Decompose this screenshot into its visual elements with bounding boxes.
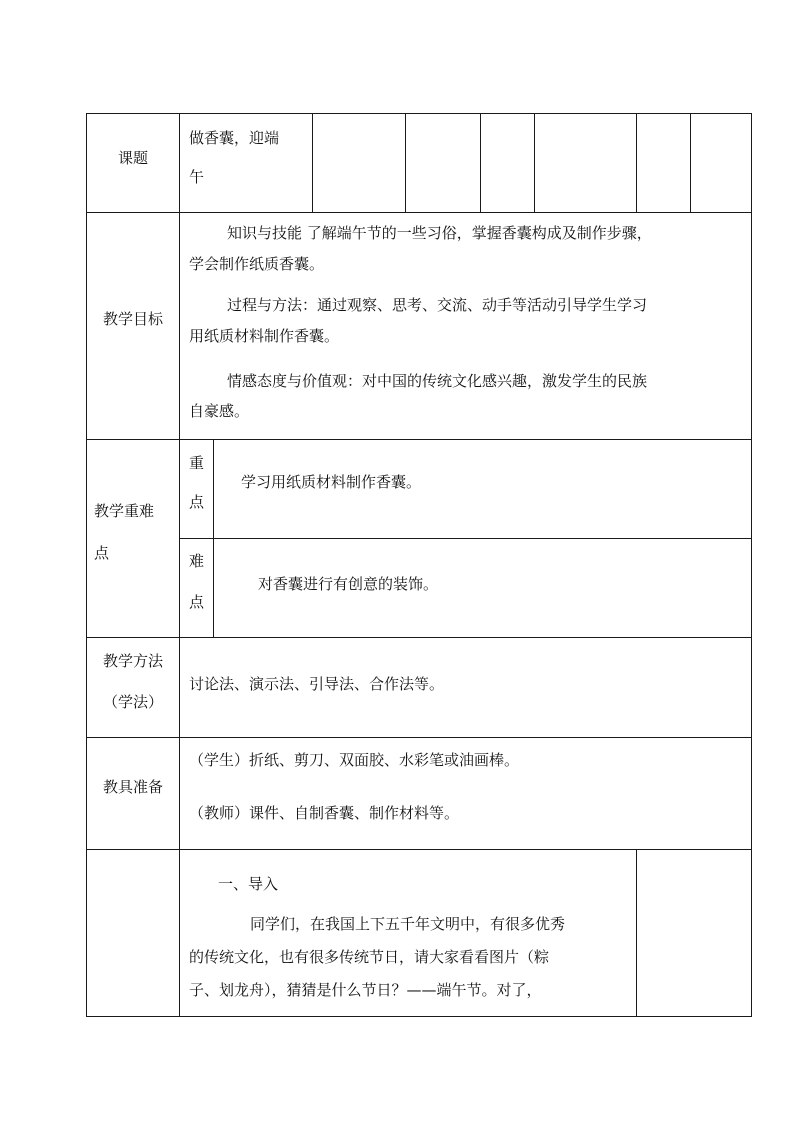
methods-text: 讨论法、演示法、引导法、合作法等。	[189, 675, 445, 693]
objective-emotion: 情感态度与价值观：对中国的传统文化感兴趣，激发学生的民族	[227, 372, 648, 390]
objective-emotion-cont: 自豪感。	[189, 402, 250, 420]
border-header-2	[405, 113, 406, 213]
materials-label: 教具准备	[102, 778, 163, 796]
process-paragraph-cont-2: 子、划龙舟），猜猜是什么节日？——端午节。对了，	[189, 981, 542, 999]
objective-knowledge-cont: 学会制作纸质香囊。	[189, 255, 325, 273]
border-top	[86, 113, 752, 114]
border-row-5	[86, 849, 752, 850]
difficult-point-marker: 难	[189, 552, 205, 570]
border-key-inner	[213, 439, 214, 638]
materials-student: （学生）折纸、剪刀、双面胶、水彩笔或油画棒。	[189, 751, 520, 769]
methods-label-cont: （学法）	[102, 693, 163, 711]
difficult-point-marker-cont: 点	[189, 593, 205, 611]
objective-process-cont: 用纸质材料制作香囊。	[189, 327, 340, 345]
key-points-label-cont: 点	[94, 544, 110, 562]
border-key-split	[180, 538, 752, 539]
objectives-label: 教学目标	[102, 310, 163, 328]
key-point-marker: 重	[189, 454, 205, 472]
border-header-6	[690, 113, 691, 213]
methods-label: 教学方法	[102, 652, 163, 670]
border-header-1	[312, 113, 313, 213]
border-row-3	[86, 637, 752, 638]
border-bottom	[86, 1016, 752, 1017]
border-row-4	[86, 737, 752, 738]
border-left	[86, 113, 87, 1017]
topic-value: 做香囊，迎端	[189, 129, 280, 147]
border-header-4	[534, 113, 535, 213]
process-heading: 一、导入	[218, 875, 279, 893]
border-process-remark	[636, 849, 637, 1017]
border-header-3	[480, 113, 481, 213]
topic-label: 课题	[117, 149, 148, 167]
process-paragraph: 同学们，在我国上下五千年文明中，有很多优秀	[250, 915, 566, 933]
border-right	[751, 113, 752, 1017]
border-row-1	[86, 212, 752, 213]
key-point-marker-cont: 点	[189, 493, 205, 511]
difficult-point-text: 对香囊进行有创意的装饰。	[258, 575, 439, 593]
topic-value-cont: 午	[189, 168, 205, 186]
border-row-2	[86, 439, 752, 440]
key-point-text: 学习用纸质材料制作香囊。	[241, 473, 422, 491]
border-label-column	[179, 113, 180, 1017]
key-points-label: 教学重难	[94, 502, 155, 520]
objective-process: 过程与方法：通过观察、思考、交流、动手等活动引导学生学习	[227, 296, 648, 314]
process-paragraph-cont-1: 的传统文化，也有很多传统节日，请大家看看图片（粽	[189, 948, 550, 966]
materials-teacher: （教师）课件、自制香囊、制作材料等。	[189, 804, 460, 822]
border-header-5	[636, 113, 637, 213]
objective-knowledge: 知识与技能 了解端午节的一些习俗，掌握香囊构成及制作步骤，	[227, 224, 652, 242]
